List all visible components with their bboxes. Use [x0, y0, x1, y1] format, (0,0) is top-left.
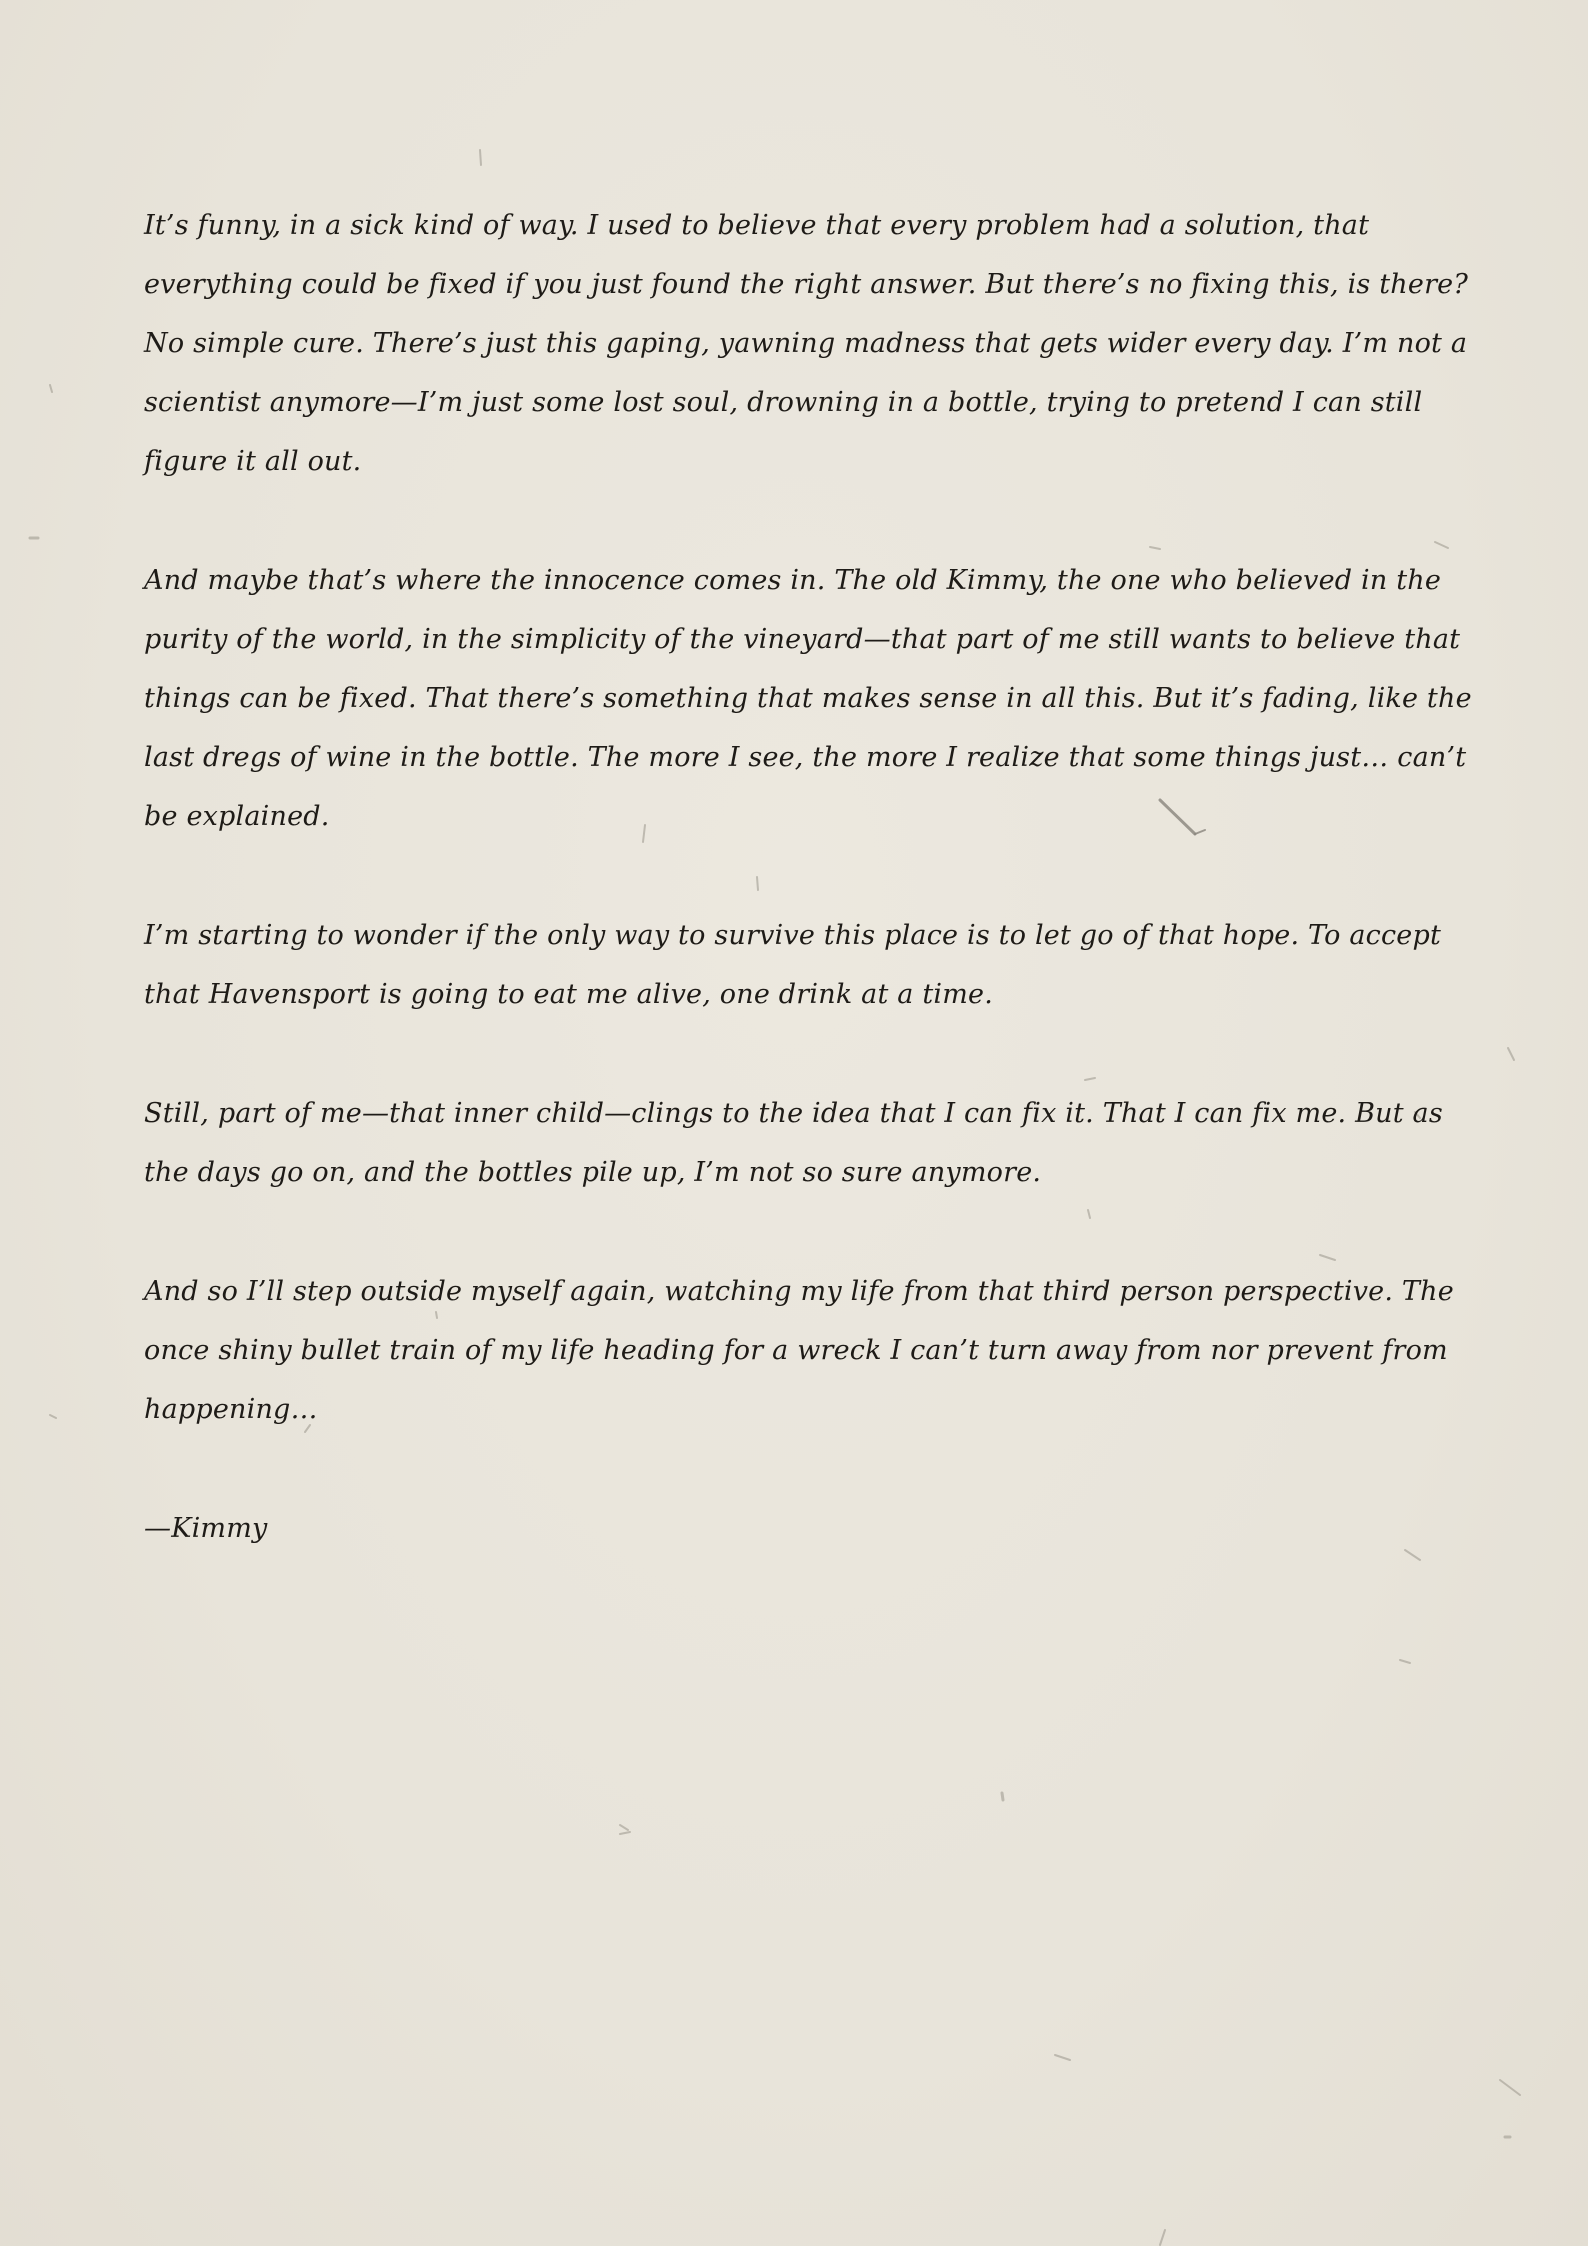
journal-entry — [144, 196, 1484, 1618]
paragraph-5: And so I’ll step outside myself again, watching my life from that third person perspective. The once shiny bullet train of my life heading for a wreck I can’t turn away from nor prevent from happening… — [144, 1276, 1454, 1425]
paragraph-1: It’s funny, in a sick kind of way. I used to believe that every problem had a solution, that everything could be fixed if you just found the right answer. But there’s no fixing this, is there? No simple cure. There’s just this gaping, yawning madness that gets wider every day. I’m not a scientist anymore—I’m just some lost soul, drowning in a bottle, trying to pretend I can still figure it all out. — [144, 210, 1469, 477]
paragraph-2: And maybe that’s where the innocence comes in. The old Kimmy, the one who believed in the purity of the world, in the simplicity of the vineyard—that part of me still wants to believe that things can be fixed. That there’s something that makes sense in all this. But it’s fading, like the last dregs of wine in the bottle. The more I see, the more I realize that some things just… can’t be explained. — [144, 565, 1472, 832]
paragraph-3: I’m starting to wonder if the only way to survive this place is to let go of that hope. To accept that Havensport is going to eat me alive, one drink at a time. — [144, 920, 1442, 1010]
paragraph-4: Still, part of me—that inner child—clings to the idea that I can fix it. That I can fix me. But as the days go on, and the bottles pile up, I’m not so sure anymore. — [144, 1098, 1443, 1188]
signature: —Kimmy — [144, 1513, 268, 1544]
